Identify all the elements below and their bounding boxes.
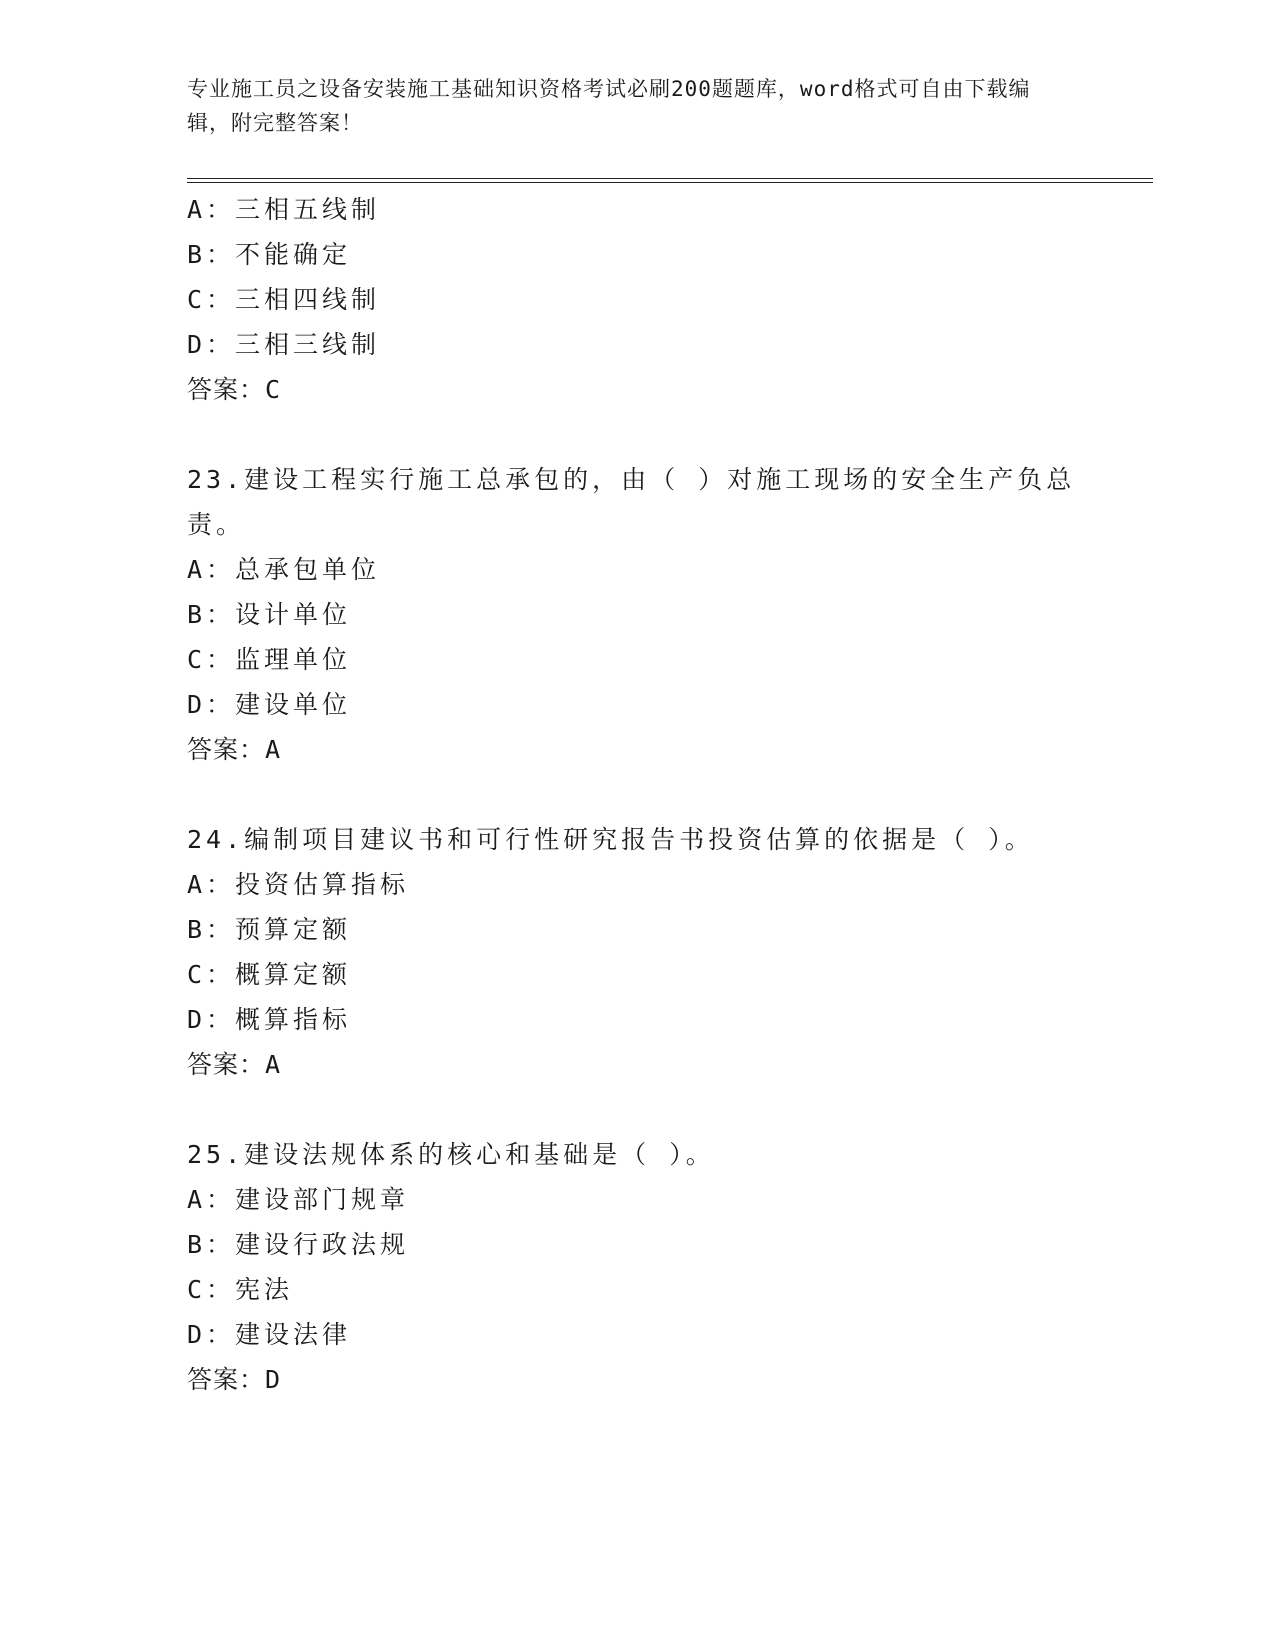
q25-option-d: D：建设法律 <box>187 1320 352 1349</box>
q24-stem-line1: 24.编制项目建议书和可行性研究报告书投资估算的依据是（ ）。 <box>187 825 1034 854</box>
q24-option-b: B：预算定额 <box>187 915 352 944</box>
q25-option-c: C：宪法 <box>187 1275 294 1304</box>
q22-option-d: D：三相三线制 <box>187 330 381 359</box>
q24-option-a: A：投资估算指标 <box>187 870 410 899</box>
q22-option-b: B：不能确定 <box>187 240 352 269</box>
q25-option-b: B：建设行政法规 <box>187 1230 410 1259</box>
q23-option-d: D：建设单位 <box>187 690 352 719</box>
q23-option-c: C：监理单位 <box>187 645 352 674</box>
q22-option-c: C：三相四线制 <box>187 285 381 314</box>
q25-answer: 答案：D <box>187 1365 282 1394</box>
q24-option-c: C：概算定额 <box>187 960 352 989</box>
q22-answer: 答案：C <box>187 375 282 404</box>
q23-stem-line2: 责。 <box>187 510 246 539</box>
header-divider-top <box>187 178 1153 179</box>
q25-stem-line1: 25.建设法规体系的核心和基础是（ ）。 <box>187 1140 715 1169</box>
q23-stem-line1: 23.建设工程实行施工总承包的，由（ ）对施工现场的安全生产负总 <box>187 465 1076 494</box>
header-divider-bottom <box>187 182 1153 183</box>
q23-option-a: A：总承包单位 <box>187 555 381 584</box>
q22-option-a: A：三相五线制 <box>187 195 381 224</box>
q24-option-d: D：概算指标 <box>187 1005 352 1034</box>
q23-option-b: B：设计单位 <box>187 600 352 629</box>
q25-option-a: A：建设部门规章 <box>187 1185 410 1214</box>
document-header: 专业施工员之设备安装施工基础知识资格考试必刷200题题库，word格式可自由下载编辑，附完整答案！ <box>187 77 1031 135</box>
q23-answer: 答案：A <box>187 735 282 764</box>
q24-answer: 答案：A <box>187 1050 282 1079</box>
